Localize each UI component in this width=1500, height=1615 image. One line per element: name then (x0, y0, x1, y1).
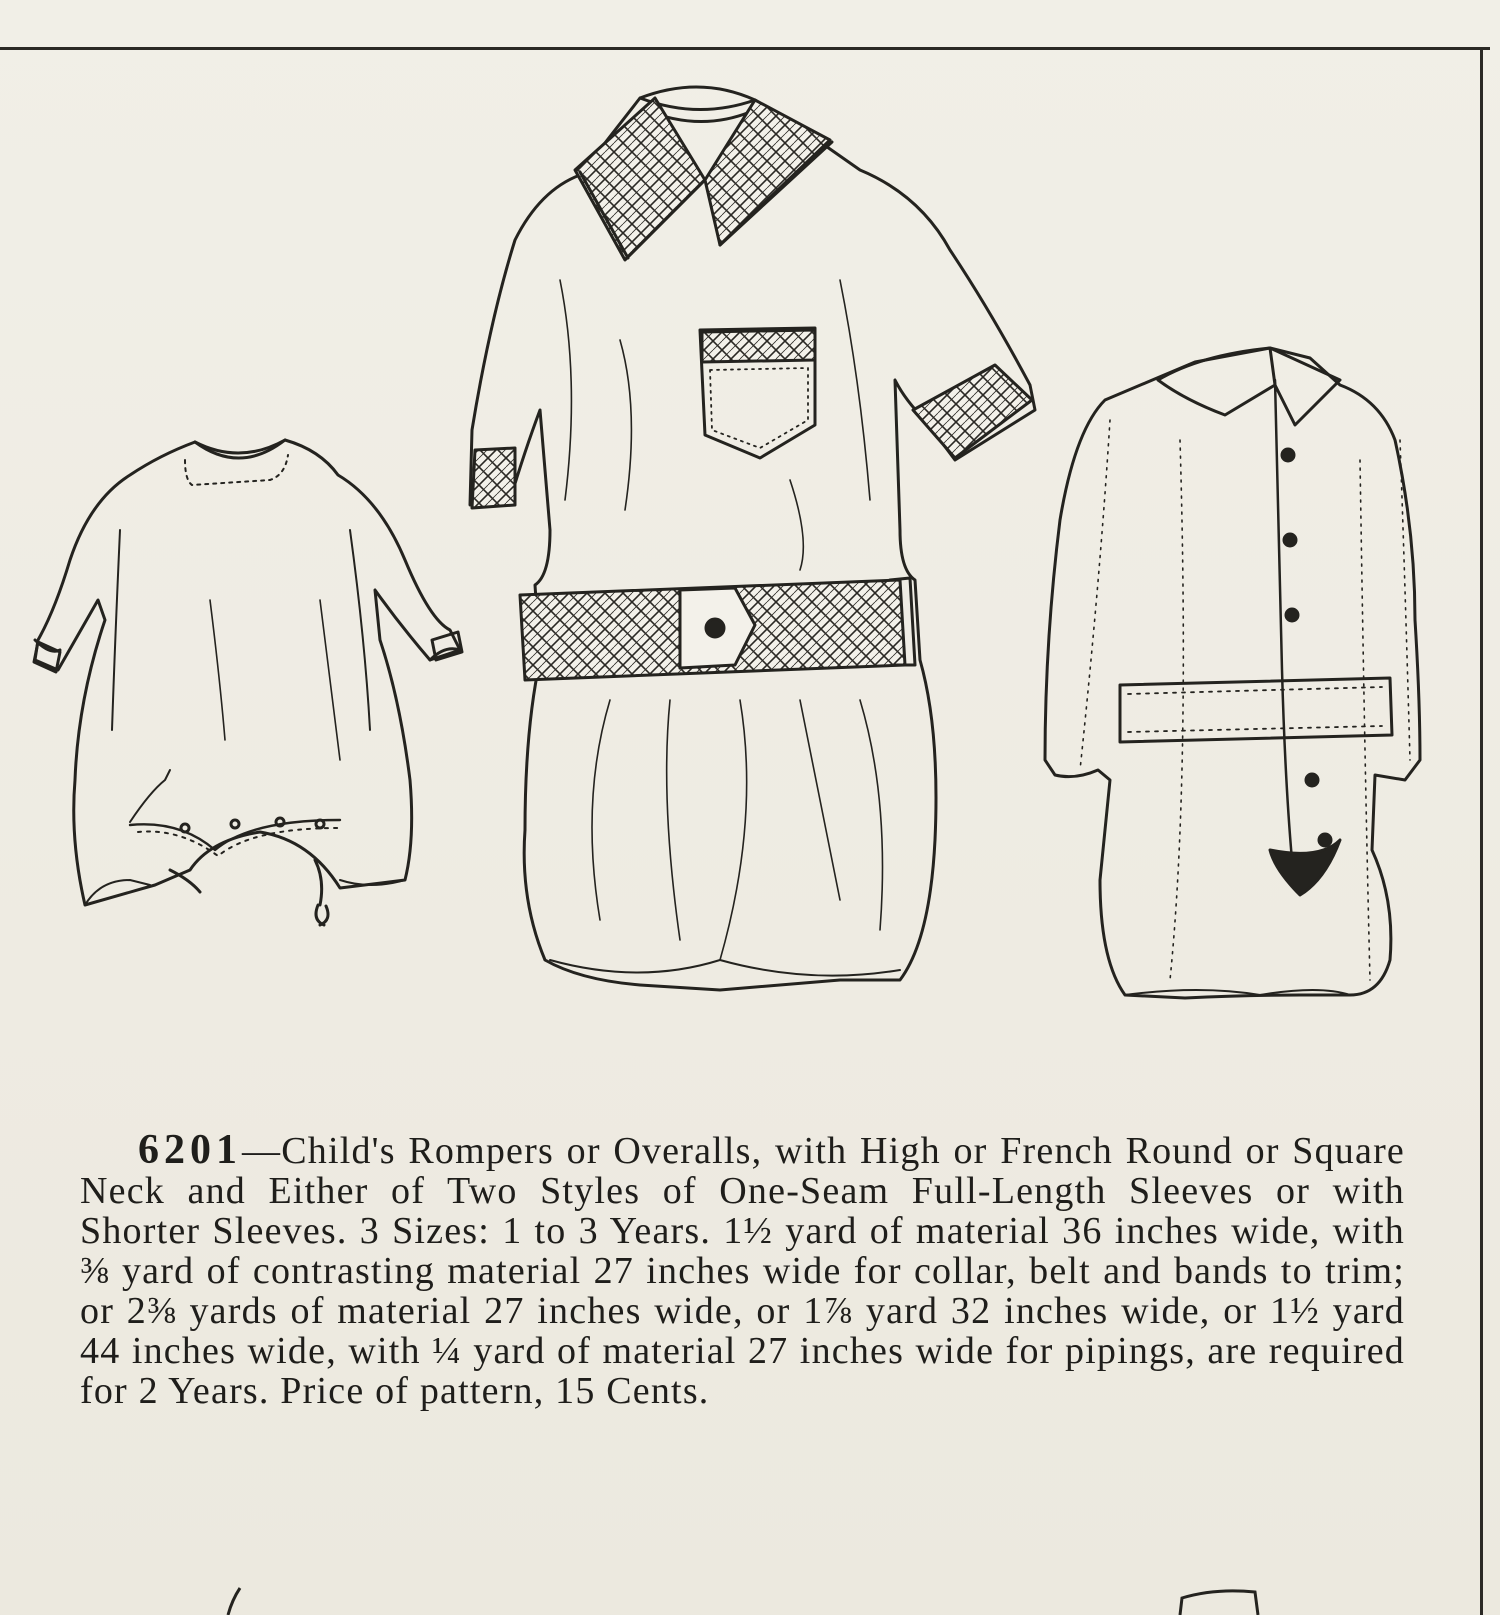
garment-drawings (20, 80, 1460, 1050)
rompers-illustration (20, 80, 1460, 1050)
right-romper-drawing (1045, 348, 1420, 998)
right-border-rule (1480, 47, 1483, 1615)
top-border-rule (0, 47, 1490, 50)
partial-drawings-bottom (0, 1580, 1480, 1615)
left-romper-drawing (34, 440, 462, 925)
middle-romper-drawing (470, 87, 1035, 990)
pattern-description (80, 1127, 1405, 1412)
pattern-text: —Child's Rompers or Overalls, with High or French Round or Square Neck and Either of Two Styles of One-Seam Full-Length Sleeves or with Shorter Sleeves. 3 Sizes: 1 to 3 Years. 1½ yard of material 36 inches wide, with ⅜ yard of contrasting material 27 inches wide for collar, belt and bands to trim; or 2⅜ yards of material 27 inches wide, or 1⅞ yard 32 inches wide, or 1½ yard 44 inches wide, with ¼ yard of material 27 inches wide for pipings, are required for 2 Years. Price of pattern, 15 Cents. (80, 1130, 1405, 1412)
pattern-number: 6201 (138, 1127, 242, 1173)
